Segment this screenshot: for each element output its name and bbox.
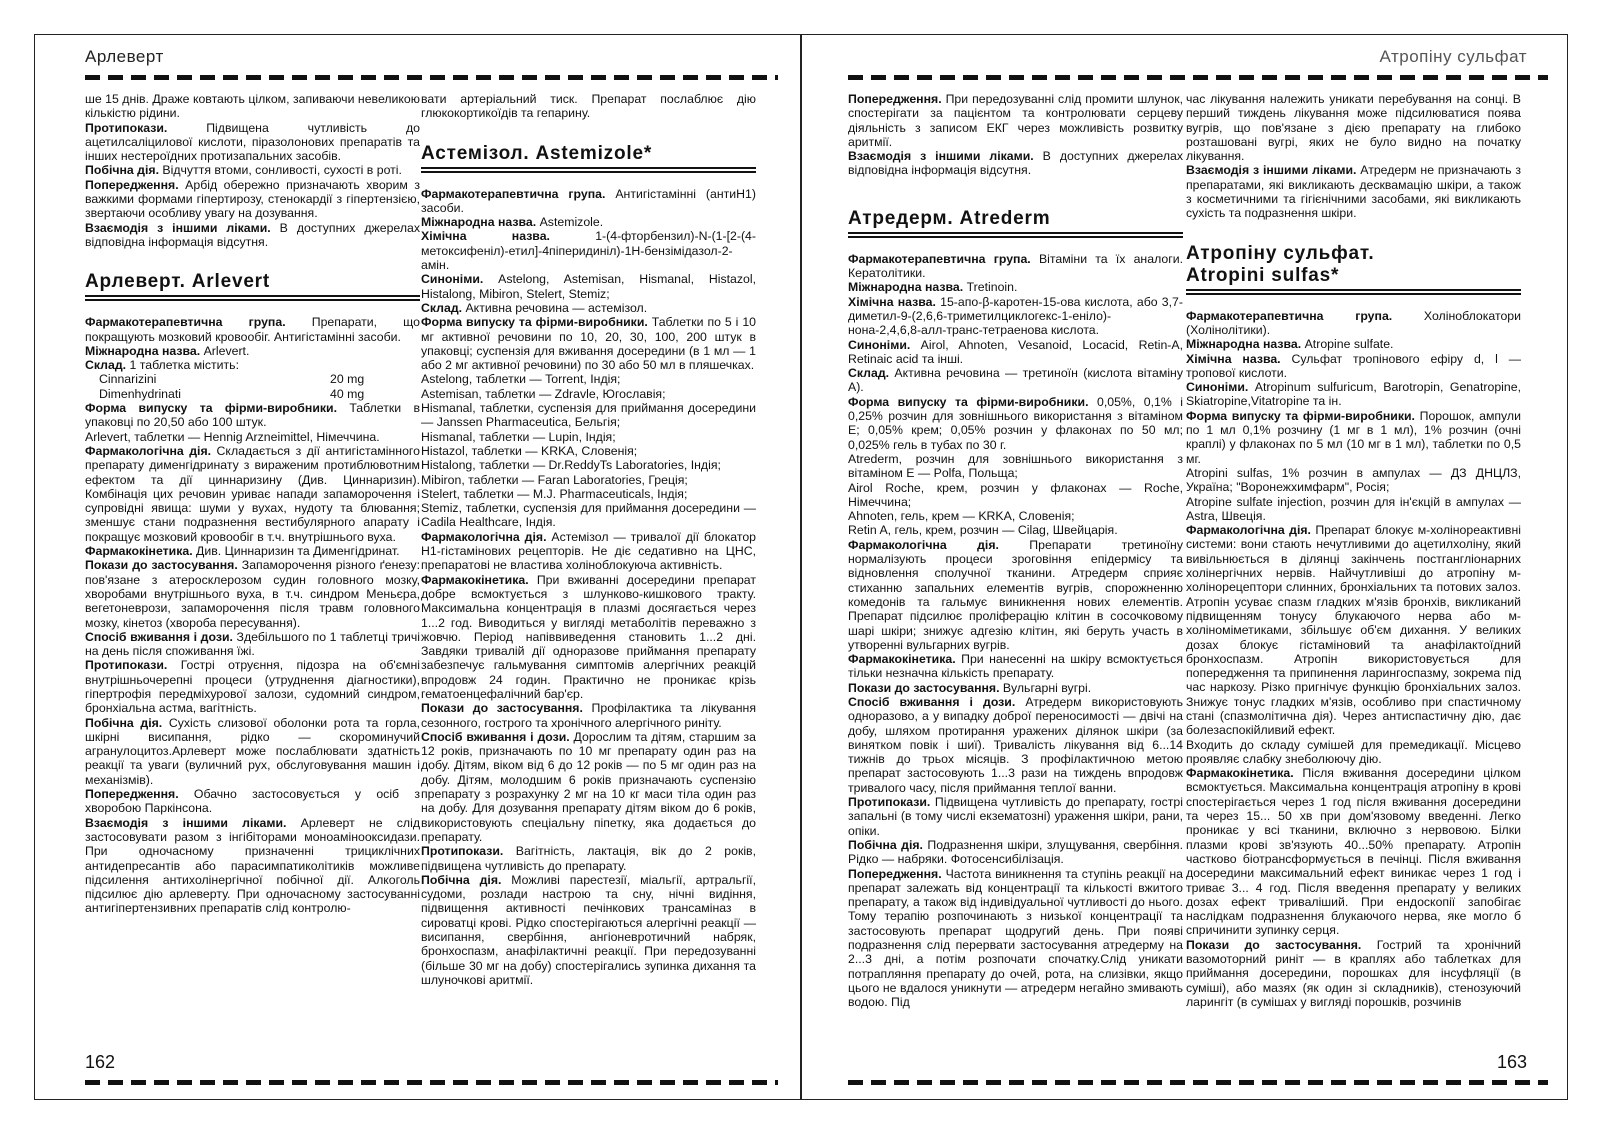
- section-label: Фармакологічна дія.: [848, 537, 999, 552]
- section-text: Histalong, таблетки — Dr.ReddyTs Laboratories, Індія;: [421, 458, 721, 473]
- page-number: 162: [85, 1052, 116, 1072]
- section-text: 0,05%, 0,1% і 0,25% розчин для зовнішнього використання з вітаміном Е; 0,05% крем; 0,05% розчин у флаконах по 50 мл; 0,025% гель в тубах по 30 г.: [848, 394, 1183, 452]
- entry-paragraph: [85, 787, 420, 816]
- entry-paragraph: [1186, 738, 1521, 767]
- section-text: Astelong, таблетки — Torrent, Індія;: [421, 372, 621, 387]
- entry-paragraph: [848, 695, 1183, 795]
- entry-paragraph: [85, 430, 420, 444]
- section-text: Таблетки в упаковці по 20,50 або 100 штук.: [85, 401, 420, 430]
- entry-paragraph: [1186, 466, 1521, 495]
- section-label: Фармакологічна дія.: [85, 443, 212, 458]
- ingredient-name: Cinnarizini: [99, 372, 157, 387]
- entry-paragraph: [1186, 309, 1521, 338]
- section-text: Дорослим та дітям, старшим за 12 років, призначають по 10 мг препарату один раз на добу. Дітям, віком від 6 до 12 років — по 5 мг один раз на добу. Дітям, молодшим 6 років призначають суспензію препарату з розрахунку 2 мг на 10 кг маси тіла один раз на добу. Для дозування препарату дітям віком до 6 років, використовують спеціальну піпетку, яка додається до препарату.: [421, 729, 756, 844]
- entry-paragraph: [421, 530, 756, 573]
- entry-paragraph: [848, 338, 1183, 367]
- section-label: Фармакологічна дія.: [1186, 523, 1311, 538]
- section-text: Сухість слизової оболонки рота та горла, шкірні висипання, рідко — скороминучий агранулоцитоз.Арлеверт може послаблювати здатність реакції та уваги (вуличний рух, обслуговування машин і механізмів).: [85, 715, 420, 787]
- entry-paragraph: [421, 187, 756, 216]
- entry-paragraph: [421, 215, 756, 229]
- section-label: Спосіб вживання і дози.: [848, 694, 1016, 709]
- section-text: 1-(4-фторбензил)-N-(1-[2-(4-метоксифеніл)-етил]-4піперидиніл)-1Н-бензімідазол-2-амін.: [421, 229, 756, 273]
- section-text: Таблетки по 5 і 10 мг активної речовини по 10, 20, 30, 100, 200 штук в упаковці; суспензія для вживання досередини (в 1 мл — 1 або 2 мг активної речовини) по 30 або 50 мл в пляшечках.: [421, 315, 756, 373]
- entry-paragraph: [85, 544, 420, 558]
- right-column-2: [1186, 92, 1521, 1012]
- section-text: Сульфат тропінового ефіру d, l — тропової кислоти.: [1186, 351, 1521, 380]
- section-label: Фармакологічна дія.: [421, 529, 547, 544]
- section-text: Вагітність, лактація, вік до 2 років, підвищена чутливість до препарату.: [421, 844, 756, 873]
- section-label: Форма випуску та фірми-виробники.: [1186, 408, 1415, 423]
- heading-atropin-line-1: Атропіну сульфат.: [1186, 242, 1375, 264]
- entry-paragraph: [421, 301, 756, 315]
- entry-paragraph: [85, 716, 420, 787]
- section-text: Препарати третиноїну нормалізують процеси зроговіння епідермісу та відновлення сполучної тканини. Атредерм сприяє стиханню запальних елементів вугрів, спорожненню комедонів та гальмує виникнення нових елементів. Препарат підсилює проліферацію клітин в сосочковому шарі шкіри; знижує адгезію клітин, які беруть участь в утворенні вульгарних вугрів.: [848, 537, 1183, 652]
- entry-paragraph: [848, 523, 1183, 537]
- section-text: Складається з дії антигістамінного препарату дименгідринату з вираженим протиблювотним ефектом та дії циннаризину (Див. Циннаризин). Комбінація цих речовин уриває напади запаморочення і супровідні явища: шуми у вухах, нудоту та блювання; зменшує стани подразнення вестибулярного апарату і покращує мозковий кровообіг в т.ч. внутрішнього вуха.: [85, 443, 420, 544]
- section-label: Склад.: [85, 358, 127, 373]
- section-label: Склад.: [848, 366, 890, 381]
- section-text: Airol, Ahnoten, Vesanoid, Locacid, Retin-A, Retinaic acid та інші.: [848, 337, 1183, 366]
- entry-paragraph: [85, 221, 420, 250]
- arlevert-continued: [421, 92, 756, 121]
- section-label: Покази до застосування.: [85, 558, 238, 573]
- section-text: Обачно застосовується у осіб з хворобою Паркінсона.: [85, 787, 420, 816]
- footer-dashed-rule: [848, 1080, 1548, 1085]
- section-label: Протипокази.: [85, 120, 168, 135]
- section-text: Входить до складу сумішей для премедикації. Місцево проявляє слабку знеболюючу дію.: [1186, 737, 1521, 766]
- left-column-1: [85, 92, 420, 1012]
- section-text: Astemisan, таблетки — Zdravle, Югославія;: [421, 386, 666, 401]
- section-text: При вживанні досередини препарат добре всмоктується з шлунково-кишкового тракту. Максимальна концентрація в плазмі досягається через 1...2 год. Виводиться у вигляді метаболітів переважно з жовчю. Період напіввиведення становить 1...2 дні. Завдяки тривалій дії одноразове приймання препарату забезпечує гальмування симптомів алергічних реакцій впродовж 24 годин. Практично не проникає крізь гематоенцефалічний бар'єр.: [421, 572, 756, 701]
- section-label: Фармакотерапевтична група.: [421, 186, 606, 201]
- heading-rule: [848, 232, 1183, 240]
- section-text: Atrederm, розчин для зовнішнього використання з вітаміном Е — Polfa, Польща;: [848, 451, 1183, 481]
- section-text: Відчуття втоми, сонливості, сухості в роті.: [159, 163, 402, 178]
- atropin-entry: [1186, 309, 1521, 1010]
- entry-paragraph: [848, 252, 1183, 281]
- entry-paragraph: [1186, 380, 1521, 409]
- arbid-continued: [85, 92, 420, 249]
- entry-paragraph: [421, 387, 756, 401]
- entry-paragraph: [421, 229, 756, 272]
- entry-paragraph: [848, 538, 1183, 652]
- section-text: Препарати, що покращують мозковий кровообіг. Антигістамінні засоби.: [85, 315, 420, 344]
- section-label: Синоніми.: [848, 337, 911, 352]
- running-head: Атропіну сульфат: [1379, 47, 1527, 66]
- section-label: Покази до застосування.: [848, 680, 1000, 695]
- section-label: Фармакокінетика.: [848, 652, 956, 667]
- section-text: Hismanal, таблетки — Lupin, Індія;: [421, 429, 616, 444]
- heading-astemizol: Астемізол. Astemizole*: [421, 142, 653, 164]
- section-label: Хімічна назва.: [1186, 351, 1281, 366]
- entry-paragraph: [848, 867, 1183, 1010]
- entry-paragraph: [85, 444, 420, 544]
- entry-paragraph: [421, 444, 756, 458]
- section-label: Фармакотерапевтична група.: [1186, 308, 1393, 323]
- section-label: Взаємодія з іншими ліками.: [85, 220, 271, 235]
- section-text: Підвищена чутливість до ацетилсаліцилової кислоти, піразолонових препаратів та інших нестероїдних протизапальних засобів.: [85, 120, 420, 164]
- entry-paragraph: [848, 395, 1183, 452]
- section-text: Atropine sulfate injection, розчин для ін'єкцій в ампулах — Astra, Швеція.: [1186, 494, 1521, 523]
- entry-paragraph: [421, 573, 756, 702]
- entry-paragraph: [1186, 92, 1521, 163]
- section-text: Histazol, таблетки — KRKA, Словенія;: [421, 443, 638, 458]
- entry-paragraph: [85, 358, 420, 372]
- section-text: Stemiz, таблетки, суспензія для приймання досередини — Cadila Healthcare, Індія.: [421, 501, 756, 530]
- entry-paragraph: [848, 795, 1183, 838]
- composition-table: [85, 372, 420, 401]
- section-label: Взаємодія з іншими ліками.: [85, 815, 287, 830]
- entry-paragraph: [421, 430, 756, 444]
- ingredient-dose: 40 mg: [330, 386, 365, 401]
- section-text: Можливі парестезії, міальгії, артральгії, судоми, розлади настрою та сну, нічні видіння, підвищення активності печінкових трансаміназ в сироватці крові. Рідко спостерігаються алергічні реакції — висипання, свербіння, ангіоневротичний набряк, бронхоспазм, анафілактичні реакції. При передозуванні (більше 30 мг на добу) спостерігались зупинка дихання та шлуночкові аритмії.: [421, 872, 756, 987]
- section-text: Див. Циннаризин та Дименгідринат.: [192, 544, 400, 559]
- section-label: Попередження.: [85, 177, 179, 192]
- arlevert-entry-a: [85, 315, 420, 372]
- section-text: Astelong, Astemisan, Hismanal, Histazol, Histalong, Mibiron, Stelert, Stemiz;: [421, 272, 756, 301]
- entry-paragraph: [85, 658, 420, 715]
- section-text: Hismanal, таблетки, суспензія для приймання досередини — Janssen Pharmaceutica, Бельгія;: [421, 401, 756, 430]
- entry-paragraph: [421, 701, 756, 730]
- section-text: Вульгарні вугрі.: [999, 680, 1092, 695]
- section-label: Покази до застосування.: [421, 701, 583, 716]
- entry-paragraph: [1186, 352, 1521, 381]
- section-text: Арбід обережно призначають хворим з важкими формами гіпертирозу, стенокардії з гіпертензією, звертаючи особливу увагу на дозування.: [85, 177, 420, 221]
- section-label: Форма випуску та фірми-виробники.: [848, 394, 1089, 409]
- entry-paragraph: [1186, 495, 1521, 524]
- section-label: Взаємодія з іншими ліками.: [1186, 163, 1357, 178]
- section-text: Astemizole.: [536, 215, 604, 230]
- section-text: Tretinoin.: [963, 280, 1018, 295]
- entry-paragraph: [1186, 409, 1521, 466]
- section-label: Побічна дія.: [85, 163, 159, 178]
- section-text: Гострі отруєння, підозра на об'ємні внутрішньочерепні процеси (утруднення діагностики), гіпертрофія передміхурової залози, судомний синдром, бронхіальна астма, вагітність.: [85, 658, 420, 716]
- section-label: Фармакокінетика.: [421, 572, 529, 587]
- section-text: Препарат блокує м-холінореактивні системи: вони стають нечутливими до ацетилхоліну, який вивільнюється в ділянці закінчень постгангліонарних холінергічних нервів. Найчутливіші до атропіну м-холінорецептори слинних, бронхіальних та потових залоз. Атропін усуває спазм гладких м'язів бронхів, викликаний підвищенням тонусу блукаючого нерва або м-холіноміметиками, збільшує об'єм дихання. У великих дозах блокує гістаміновий та анафілактоїдний бронхоспазм. Атропін використовується для попередження та припинення ларингоспазму, зокрема під час наркозу. Різко пригнічує функцію бронхіальних залоз. Знижує тонус гладких м'язів, особливо при спастичному стані (спазмолітична дія). Через антиспастичну дію, дає болезаспокійливий ефект.: [1186, 523, 1521, 738]
- entry-paragraph: [85, 92, 420, 121]
- entry-paragraph: [848, 452, 1183, 481]
- entry-paragraph: [421, 92, 756, 121]
- entry-paragraph: [85, 558, 420, 629]
- section-text: Астемізол — тривалої дії блокатор H1-гістамінових рецепторів. Не діє седативно на ЦНС, препаратові не властива холіноблокуюча активність.: [421, 529, 756, 573]
- section-text: Арлеверт не слід застосовувати разом з інгібіторами моноамінооксидази. При одночасному призначенні трициклічних антидепресантів або парасимпатиколітиків можливе підсилення антихолінергічної побічної дії. Алкоголь підсилює дію арлеверту. При одночасному застосуванні антигіпертензивних препаратів слід контролю-: [85, 815, 420, 916]
- header-dashed-rule: [848, 75, 1548, 80]
- entry-paragraph: [848, 92, 1183, 149]
- entry-paragraph: [848, 280, 1183, 294]
- astemizol-continued: [848, 92, 1183, 178]
- entry-paragraph: [85, 163, 420, 177]
- heading-arlevert: Арлеверт. Arlevert: [85, 271, 271, 293]
- entry-paragraph: [421, 473, 756, 487]
- entry-paragraph: [85, 344, 420, 358]
- astemizol-entry: [421, 187, 756, 988]
- section-text: Airol Roche, крем, розчин у флаконах — Roche, Німеччина;: [848, 480, 1183, 509]
- section-label: Попередження.: [848, 92, 942, 106]
- section-label: Синоніми.: [421, 272, 484, 287]
- section-text: При нанесенні на шкіру всмоктується тільки незначна кількість препарату.: [848, 652, 1183, 681]
- entry-paragraph: [421, 458, 756, 472]
- section-text: При передозуванні слід промити шлунок, спостерігати за пацієнтом та контролювати серцеву діяльність з записом ЕКГ через можливість розвитку аритмії.: [848, 92, 1183, 149]
- section-label: Попередження.: [848, 866, 942, 881]
- entry-paragraph: [848, 681, 1183, 695]
- entry-paragraph: [848, 295, 1183, 338]
- section-label: Протипокази.: [85, 658, 168, 673]
- section-text: Гострий та хронічний вазомоторний риніт — в краплях або таблетках для приймання досередини, порошках для інсуфляції (в суміші), або мазях (як один зі складників), стенозуючий ларингіт (в сумішах у вигляді порошків, розчинів: [1186, 937, 1521, 1009]
- header-dashed-rule: [85, 75, 778, 80]
- section-label: Взаємодія з іншими ліками.: [848, 149, 1034, 164]
- section-text: Вітаміни та їх аналоги. Кератолітики.: [848, 251, 1183, 281]
- section-text: Arlevert.: [200, 343, 250, 358]
- section-text: 1 таблетка містить:: [126, 358, 239, 373]
- section-label: Форма випуску та фірми-виробники.: [421, 315, 648, 330]
- section-label: Протипокази.: [848, 795, 931, 810]
- section-label: Спосіб вживання і дози.: [85, 629, 233, 644]
- section-text: Запаморочення різного ґенезу: пов'язане з атеросклерозом судин головного мозку, хворобами внутрішнього вуха, в т.ч. синдром Меньєра, вегетоневрози, запаморочення після травм головного мозку, кінетоз (хвороба пересування).: [85, 558, 420, 630]
- section-label: Хімічна назва.: [421, 229, 550, 244]
- section-label: Хімічна назва.: [848, 294, 936, 309]
- entry-paragraph: [421, 487, 756, 501]
- section-text: Атредерм використовують одноразово, а у випадку доброї переносимості — двічі на добу, шляхом протирання уражених ділянок шкіри (за винятком повік і шиї). Тривалість лікування від 6...14 тижнів до трьох місяців. З профілактичною метою препарат застосовують 1...3 рази на тиждень впродовж тривалого часу, після приймання теплої ванни.: [848, 694, 1183, 795]
- section-label: Протипокази.: [421, 844, 504, 859]
- section-text: Ahnoten, гель, крем — KRKA, Словенія;: [848, 509, 1075, 524]
- section-text: Холіноблокатори (Холінолітики).: [1186, 308, 1521, 337]
- entry-paragraph: [85, 315, 420, 344]
- section-text: Atropini sulfas, 1% розчин в ампулах — ДЗ ДНЦЛЗ, Україна; "Воронежхимфарм", Росія;: [1186, 465, 1521, 495]
- entry-paragraph: [848, 481, 1183, 510]
- section-label: Фармакотерапевтична група.: [848, 251, 1031, 266]
- section-text: Mibiron, таблетки — Faran Laboratories, Греція;: [421, 472, 688, 487]
- section-label: Міжнародна назва.: [421, 215, 537, 230]
- page-number: 163: [1496, 1052, 1527, 1072]
- entry-paragraph: [1186, 163, 1521, 220]
- section-text: Порошок, ампули по 1 мл 0,1% розчину (1 мг в 1 мл), 1% розчин (очні краплі) у флаконах по 5 мл (10 мг в 1 мл), таблетки по 0,5 мг.: [1186, 408, 1521, 466]
- entry-paragraph: [85, 401, 420, 430]
- entry-paragraph: [421, 272, 756, 301]
- section-label: Побічна дія.: [848, 837, 923, 852]
- heading-rule: [85, 295, 420, 303]
- entry-paragraph: [85, 121, 420, 164]
- entry-paragraph: [421, 315, 756, 372]
- section-label: Міжнародна назва.: [85, 343, 201, 358]
- page-163: [801, 34, 1568, 1100]
- entry-paragraph: [85, 630, 420, 659]
- right-column-1: [848, 92, 1183, 1012]
- entry-paragraph: [848, 509, 1183, 523]
- section-text: Arlevert, таблетки — Hennig Arzneimittel, Німеччина.: [85, 429, 380, 444]
- section-label: Міжнародна назва.: [1186, 337, 1302, 352]
- section-label: Побічна дія.: [85, 715, 163, 730]
- composition-row: [85, 372, 420, 386]
- section-label: Фармакокінетика.: [85, 544, 193, 559]
- entry-paragraph: [1186, 938, 1521, 1009]
- footer-dashed-rule: [85, 1080, 778, 1085]
- entry-paragraph: [848, 366, 1183, 395]
- section-text: 15-апо-β-каротен-15-ова кислота, або 3,7-диметил-9-(2,6,6-триметилциклогекс-1-еніло)-нона-2,4,6,8-алл-транс-тетраенова кислота.: [848, 294, 1183, 338]
- entry-paragraph: [848, 149, 1183, 178]
- section-text: В доступних джерелах відповідна інформація відсутня.: [848, 149, 1183, 178]
- heading-rule: [421, 167, 756, 175]
- section-text: час лікування належить уникати перебування на сонці. В перший тиждень лікування може підсилюватися поява вугрів, що пов'язане з дією препарату на глибоко розташовані вугрі, яких не було видно на початку лікування.: [1186, 92, 1521, 164]
- entry-paragraph: [1186, 766, 1521, 938]
- section-text: В доступних джерелах відповідна інформація відсутня.: [85, 220, 420, 249]
- section-text: Частота виникнення та ступінь реакції на препарат залежать від концентрації та кількості вжитого препарату, а також від індивідуальної чутливості до нього. Тому терапію розпочинають з низької концентрації та застосовують препарат щодругий день. При появі подразнення слід перервати застосування атредерму на 2...3 дні, а потім розпочати спочатку.Слід уникати потрапляння препарату до очей, рота, на слизівки, якщо цього не вдалося уникнути — атредерм негайно змивають водою. Під: [848, 866, 1183, 1010]
- atrederm-entry: [848, 252, 1183, 1010]
- section-text: Здебільшого по 1 таблетці тричі на день після споживання їжі.: [85, 629, 420, 659]
- section-text: вати артеріальний тиск. Препарат послаблює дію глюкокортикоїдів та гепарину.: [421, 92, 756, 121]
- section-text: Atropinum sulfuricum, Barotropin, Genatropine, Skiatropine,Vitatropine та ін.: [1186, 380, 1521, 409]
- arlevert-entry-b: [85, 401, 420, 916]
- section-label: Синоніми.: [1186, 380, 1249, 395]
- section-label: Попередження.: [85, 787, 179, 802]
- section-label: Фармакотерапевтична група.: [85, 315, 286, 330]
- section-label: Фармакокінетика.: [1186, 766, 1294, 781]
- entry-paragraph: [421, 501, 756, 530]
- atrederm-continued: [1186, 92, 1521, 221]
- section-label: Міжнародна назва.: [848, 280, 964, 295]
- entry-paragraph: [85, 178, 420, 221]
- section-label: Форма випуску та фірми-виробники.: [85, 401, 338, 416]
- section-text: Підвищена чутливість до препарату, гострі запальні (в тому числі екзематозні) ураження шкіри, рани, опіки.: [848, 795, 1183, 838]
- ingredient-dose: 20 mg: [330, 372, 365, 387]
- section-text: Активна речовина — астемізол.: [462, 300, 648, 315]
- section-text: Stelert, таблетки — M.J. Pharmaceuticals, Індія;: [421, 486, 688, 501]
- heading-rule: [1186, 289, 1521, 297]
- section-text: Retin A, гель, крем, розчин — Cilag, Швейцарія.: [848, 523, 1118, 538]
- entry-paragraph: [421, 372, 756, 386]
- section-text: Atropine sulfate.: [1301, 337, 1394, 352]
- running-head: Арлеверт: [85, 47, 164, 66]
- entry-paragraph: [848, 652, 1183, 681]
- heading-atrederm: Атредерм. Atrederm: [848, 207, 1051, 229]
- entry-paragraph: [848, 838, 1183, 867]
- section-label: Покази до застосування.: [1186, 937, 1362, 952]
- section-text: ше 15 днів. Драже ковтають цілком, запиваючи невеликою кількістю рідини.: [85, 92, 420, 121]
- section-text: Профілактика та лікування сезонного, гострого та хронічного алергічного риніту.: [421, 701, 756, 730]
- composition-row: [85, 387, 420, 401]
- entry-paragraph: [421, 873, 756, 987]
- entry-paragraph: [1186, 523, 1521, 737]
- section-text: Атредерм не призначають з препаратами, які викликають десквамацію шкіри, а також з косметичними та гігієнічними засобами, які викликають сухість та подразнення шкіри.: [1186, 163, 1521, 221]
- section-label: Спосіб вживання і дози.: [421, 729, 570, 744]
- entry-paragraph: [421, 401, 756, 430]
- heading-atropin-line-2: Atropini sulfas*: [1186, 264, 1340, 286]
- entry-paragraph: [421, 730, 756, 844]
- section-text: Подразнення шкіри, злущування, свербіння. Рідко — набряки. Фотосенсибілізація.: [848, 837, 1183, 867]
- section-text: Активна речовина — третиноїн (кислота вітаміну А).: [848, 366, 1183, 395]
- section-label: Побічна дія.: [421, 872, 502, 887]
- section-text: Антигістамінні (антиH1) засоби.: [421, 186, 756, 215]
- entry-paragraph: [85, 816, 420, 916]
- section-label: Склад.: [421, 300, 463, 315]
- left-column-2: [421, 92, 756, 1012]
- ingredient-name: Dimenhydrinati: [99, 386, 182, 401]
- entry-paragraph: [421, 844, 756, 873]
- section-text: Після вживання досередини цілком всмоктується. Максимальна концентрація атропіну в крові спостерігається через 1 год після вживання досередини та через 15... 50 хв при дом'язовому введенні. Легко проникає у всі тканини, включно з нервовою. Білки плазми крові зв'язують 40...50% препарату. Атропін частково біотрансформується в печінці. Після вживання досередини максимальний ефект виникає через 1 год і триває 3... 4 год. Після введення препарату у великих дозах ефект триваліший. При ендоскопії запобігає наслідкам подразнення блукаючого нерва, яке могло б спричинити зупинку серця.: [1186, 766, 1521, 938]
- page-162: [34, 34, 801, 1100]
- entry-paragraph: [1186, 337, 1521, 351]
